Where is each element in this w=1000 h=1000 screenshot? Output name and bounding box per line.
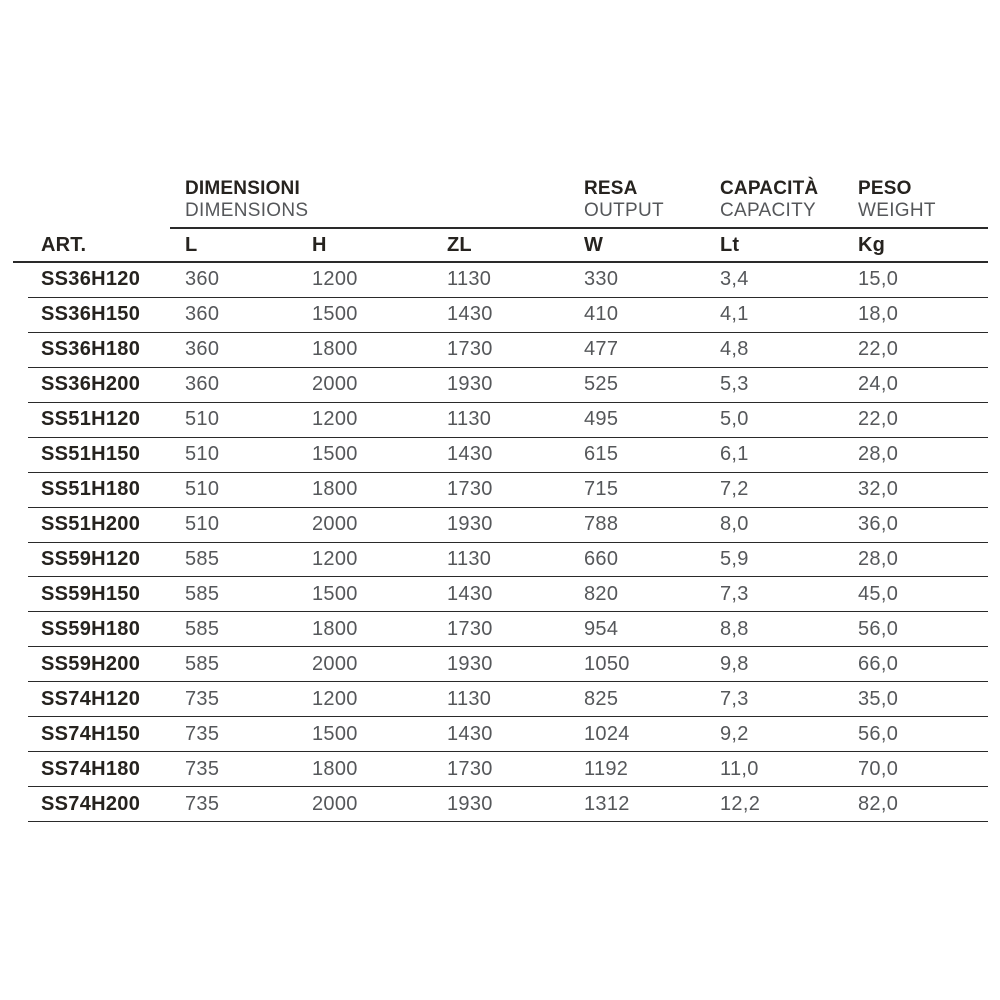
cell-kg: 24,0 bbox=[858, 373, 899, 396]
table-row bbox=[28, 543, 988, 578]
cell-w: 825 bbox=[584, 687, 619, 710]
cell-lt: 7,3 bbox=[720, 582, 749, 605]
cell-art: SS74H200 bbox=[41, 792, 141, 815]
column-header-h: H bbox=[312, 234, 327, 256]
cell-lt: 7,2 bbox=[720, 478, 749, 501]
cell-l: 735 bbox=[185, 722, 220, 745]
cell-zl: 1130 bbox=[447, 687, 492, 710]
cell-h: 1500 bbox=[312, 582, 358, 605]
cell-zl: 1430 bbox=[447, 303, 493, 326]
table-row bbox=[28, 752, 988, 787]
cell-kg: 45,0 bbox=[858, 582, 899, 605]
cell-w: 1050 bbox=[584, 652, 630, 675]
group-header-dimensions-en: DIMENSIONS bbox=[185, 200, 309, 221]
group-header-output-en: OUTPUT bbox=[584, 200, 664, 221]
cell-kg: 18,0 bbox=[858, 303, 899, 326]
spec-table bbox=[28, 175, 988, 822]
cell-kg: 82,0 bbox=[858, 792, 899, 815]
cell-w: 1192 bbox=[584, 757, 629, 780]
cell-h: 1500 bbox=[312, 722, 358, 745]
table-row bbox=[28, 787, 988, 822]
group-header-capacity-en: CAPACITY bbox=[720, 200, 817, 221]
cell-zl: 1130 bbox=[447, 408, 492, 431]
table-row bbox=[28, 403, 988, 438]
column-header-l: L bbox=[185, 234, 198, 256]
cell-h: 1800 bbox=[312, 338, 358, 361]
cell-lt: 8,8 bbox=[720, 617, 749, 640]
table-row bbox=[28, 368, 988, 403]
table-row bbox=[28, 682, 988, 717]
cell-art: SS59H150 bbox=[41, 582, 141, 605]
cell-l: 735 bbox=[185, 757, 220, 780]
cell-kg: 66,0 bbox=[858, 652, 899, 675]
cell-h: 1200 bbox=[312, 408, 358, 431]
cell-zl: 1130 bbox=[447, 547, 492, 570]
cell-zl: 1430 bbox=[447, 443, 493, 466]
cell-lt: 4,8 bbox=[720, 338, 749, 361]
cell-w: 1312 bbox=[584, 792, 630, 815]
cell-lt: 7,3 bbox=[720, 687, 749, 710]
cell-kg: 28,0 bbox=[858, 547, 899, 570]
cell-zl: 1430 bbox=[447, 582, 493, 605]
cell-zl: 1730 bbox=[447, 617, 493, 640]
table-row bbox=[28, 473, 988, 508]
cell-kg: 22,0 bbox=[858, 408, 899, 431]
cell-lt: 9,8 bbox=[720, 652, 749, 675]
cell-kg: 28,0 bbox=[858, 443, 899, 466]
cell-l: 360 bbox=[185, 303, 220, 326]
cell-lt: 8,0 bbox=[720, 513, 749, 536]
cell-l: 510 bbox=[185, 478, 220, 501]
table-row bbox=[28, 438, 988, 473]
cell-kg: 70,0 bbox=[858, 757, 899, 780]
column-header-lt: Lt bbox=[720, 234, 740, 256]
cell-lt: 12,2 bbox=[720, 792, 761, 815]
cell-lt: 6,1 bbox=[720, 443, 749, 466]
cell-art: SS36H150 bbox=[41, 303, 141, 326]
group-header-row bbox=[28, 177, 988, 227]
cell-zl: 1730 bbox=[447, 478, 493, 501]
cell-lt: 5,3 bbox=[720, 373, 749, 396]
column-header-w: W bbox=[584, 234, 604, 256]
cell-l: 510 bbox=[185, 408, 220, 431]
cell-zl: 1930 bbox=[447, 373, 493, 396]
cell-l: 735 bbox=[185, 792, 220, 815]
cell-lt: 5,9 bbox=[720, 547, 749, 570]
cell-lt: 5,0 bbox=[720, 408, 749, 431]
cell-h: 1800 bbox=[312, 757, 358, 780]
cell-art: SS36H120 bbox=[41, 268, 141, 291]
cell-h: 1200 bbox=[312, 687, 358, 710]
cell-art: SS51H120 bbox=[41, 408, 141, 431]
cell-w: 615 bbox=[584, 443, 619, 466]
table-row bbox=[28, 298, 988, 333]
cell-w: 715 bbox=[584, 478, 619, 501]
cell-lt: 11,0 bbox=[720, 757, 759, 780]
column-header-zl: ZL bbox=[447, 234, 472, 256]
cell-w: 820 bbox=[584, 582, 619, 605]
cell-kg: 36,0 bbox=[858, 513, 899, 536]
cell-l: 360 bbox=[185, 373, 220, 396]
cell-h: 1200 bbox=[312, 268, 358, 291]
cell-l: 360 bbox=[185, 338, 220, 361]
group-header-dimensions-it: DIMENSIONI bbox=[185, 178, 300, 199]
column-header-art: ART. bbox=[41, 234, 87, 256]
cell-zl: 1730 bbox=[447, 757, 493, 780]
cell-art: SS36H180 bbox=[41, 338, 141, 361]
cell-art: SS51H180 bbox=[41, 478, 141, 501]
cell-w: 1024 bbox=[584, 722, 630, 745]
cell-l: 360 bbox=[185, 268, 220, 291]
table-row bbox=[28, 577, 988, 612]
cell-art: SS59H200 bbox=[41, 652, 141, 675]
cell-w: 660 bbox=[584, 547, 619, 570]
cell-art: SS51H150 bbox=[41, 443, 141, 466]
table-row bbox=[28, 333, 988, 368]
cell-h: 1200 bbox=[312, 547, 358, 570]
cell-h: 1500 bbox=[312, 303, 358, 326]
cell-h: 2000 bbox=[312, 652, 358, 675]
table-body bbox=[28, 263, 988, 822]
table-row bbox=[28, 263, 988, 298]
cell-kg: 32,0 bbox=[858, 478, 899, 501]
cell-zl: 1930 bbox=[447, 513, 493, 536]
cell-l: 585 bbox=[185, 547, 220, 570]
cell-art: SS74H120 bbox=[41, 687, 141, 710]
cell-w: 954 bbox=[584, 617, 619, 640]
cell-w: 525 bbox=[584, 373, 619, 396]
cell-kg: 15,0 bbox=[858, 268, 899, 291]
cell-kg: 56,0 bbox=[858, 722, 899, 745]
cell-l: 585 bbox=[185, 652, 220, 675]
cell-kg: 22,0 bbox=[858, 338, 899, 361]
cell-art: SS51H200 bbox=[41, 513, 141, 536]
group-header-capacity bbox=[720, 177, 818, 221]
cell-h: 2000 bbox=[312, 373, 358, 396]
table-row bbox=[28, 508, 988, 543]
cell-kg: 56,0 bbox=[858, 617, 899, 640]
group-header-capacity-it: CAPACITÀ bbox=[720, 178, 819, 199]
cell-l: 510 bbox=[185, 513, 220, 536]
cell-art: SS74H150 bbox=[41, 722, 141, 745]
group-header-weight bbox=[858, 177, 936, 221]
table-row bbox=[28, 612, 988, 647]
cell-zl: 1930 bbox=[447, 792, 493, 815]
group-header-rule bbox=[170, 227, 988, 229]
cell-l: 510 bbox=[185, 443, 220, 466]
cell-lt: 4,1 bbox=[720, 303, 749, 326]
group-header-output bbox=[584, 177, 664, 221]
cell-l: 585 bbox=[185, 582, 220, 605]
cell-zl: 1930 bbox=[447, 652, 493, 675]
column-header-row bbox=[28, 230, 988, 261]
group-header-weight-it: PESO bbox=[858, 178, 912, 199]
cell-zl: 1130 bbox=[447, 268, 492, 291]
cell-art: SS74H180 bbox=[41, 757, 141, 780]
cell-w: 410 bbox=[584, 303, 619, 326]
cell-zl: 1430 bbox=[447, 722, 493, 745]
cell-l: 585 bbox=[185, 617, 220, 640]
column-header-kg: Kg bbox=[858, 234, 886, 256]
table-row bbox=[28, 717, 988, 752]
cell-kg: 35,0 bbox=[858, 687, 899, 710]
cell-lt: 9,2 bbox=[720, 722, 749, 745]
cell-lt: 3,4 bbox=[720, 268, 749, 291]
cell-w: 330 bbox=[584, 268, 619, 291]
group-header-dimensions bbox=[185, 177, 308, 221]
cell-zl: 1730 bbox=[447, 338, 493, 361]
cell-h: 1800 bbox=[312, 617, 358, 640]
cell-art: SS36H200 bbox=[41, 373, 141, 396]
cell-h: 2000 bbox=[312, 792, 358, 815]
group-header-output-it: RESA bbox=[584, 178, 638, 199]
group-header-weight-en: WEIGHT bbox=[858, 200, 936, 221]
table-row bbox=[28, 647, 988, 682]
cell-h: 1500 bbox=[312, 443, 358, 466]
cell-art: SS59H120 bbox=[41, 547, 141, 570]
cell-art: SS59H180 bbox=[41, 617, 141, 640]
cell-h: 1800 bbox=[312, 478, 358, 501]
cell-l: 735 bbox=[185, 687, 220, 710]
cell-w: 477 bbox=[584, 338, 619, 361]
cell-w: 788 bbox=[584, 513, 619, 536]
cell-w: 495 bbox=[584, 408, 619, 431]
cell-h: 2000 bbox=[312, 513, 358, 536]
